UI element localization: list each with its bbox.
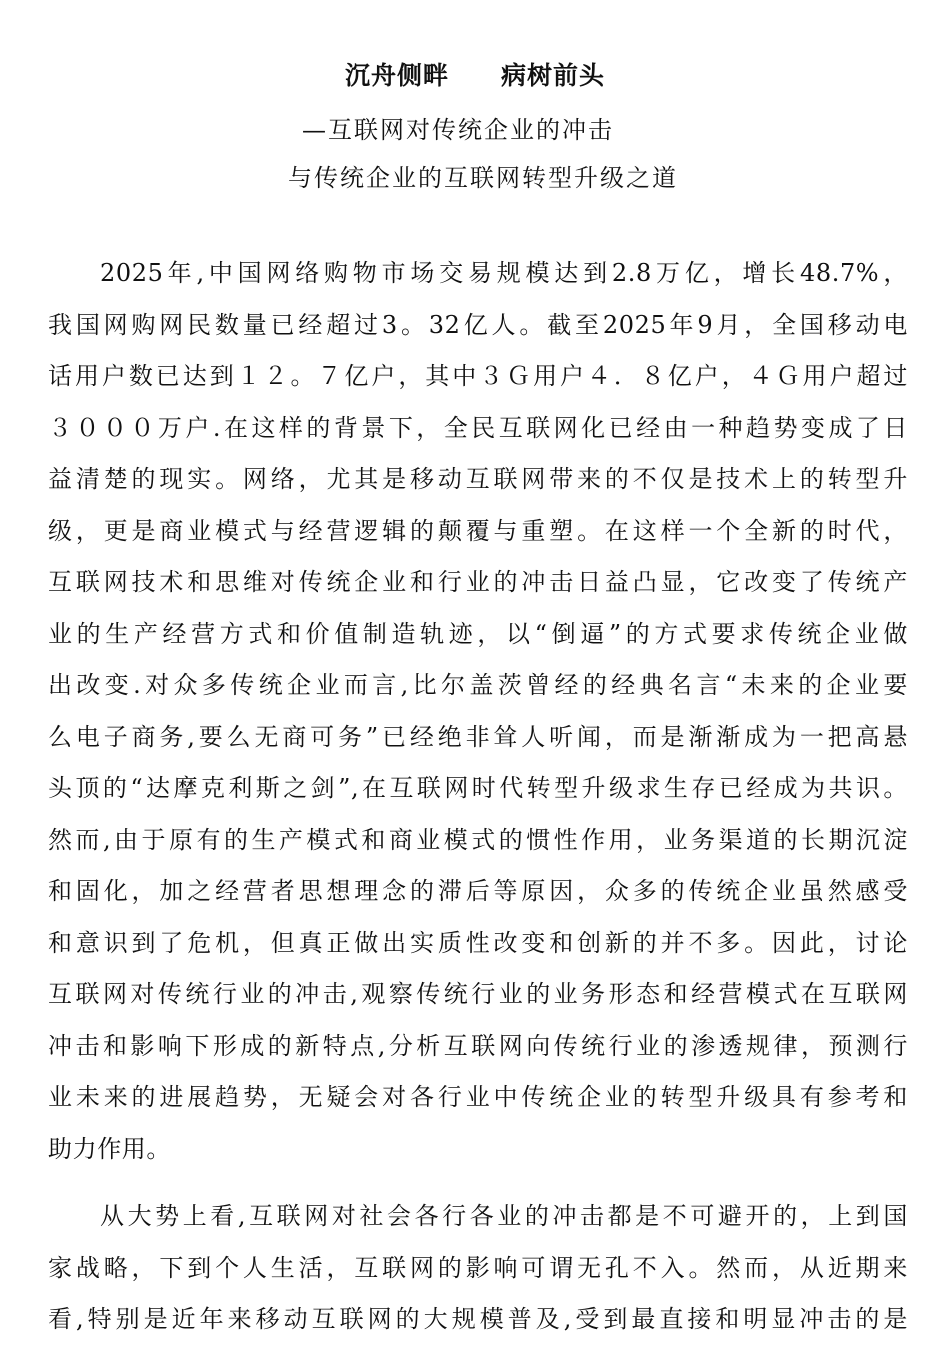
paragraph-line: 么电子商务,要么无商可务”已经绝非耸人听闻，而是渐渐成为一把高悬 xyxy=(48,722,908,751)
paragraph-line: ３０００万户.在这样的背景下，全民互联网化已经由一种趋势变成了日 xyxy=(48,413,908,442)
paragraph-line: 话用户数已达到１２。７亿户，其中３Ｇ用户４．８亿户，４Ｇ用户超过 xyxy=(48,362,908,390)
paragraph-line: 从大势上看,互联网对社会各行各业的冲击都是不可避开的，上到国 xyxy=(100,1202,908,1230)
paragraph-line: 头顶的“达摩克利斯之剑”,在互联网时代转型升级求生存已经成为共识。 xyxy=(48,774,908,802)
paragraph-line: 家战略，下到个人生活，互联网的影响可谓无孔不入。然而，从近期来 xyxy=(48,1253,908,1282)
paragraph-1 xyxy=(48,248,908,1175)
paragraph-line: 业未来的进展趋势，无疑会对各行业中传统企业的转型升级具有参考和 xyxy=(48,1083,908,1111)
paragraph-line: 和固化，加之经营者思想理念的滞后等原因，众多的传统企业虽然感受 xyxy=(48,877,908,905)
paragraph-line: 出改变.对众多传统企业而言,比尔盖茨曾经的经典名言“未来的企业要 xyxy=(48,671,908,699)
paragraph-line: 和意识到了危机，但真正做出实质性改变和创新的并不多。因此，讨论 xyxy=(48,928,908,957)
paragraph-line: 然而,由于原有的生产模式和商业模式的惯性作用，业务渠道的长期沉淀 xyxy=(48,825,908,854)
paragraph-line: 助力作用。 xyxy=(48,1134,171,1163)
document-subtitle-line-2: 与传统企业的互联网转型升级之道 xyxy=(288,164,678,192)
paragraph-line: 业的生产经营方式和价值制造轨迹，以“倒逼”的方式要求传统企业做 xyxy=(48,619,908,648)
paragraph-line: 级，更是商业模式与经营逻辑的颠覆与重塑。在这样一个全新的时代， xyxy=(48,516,908,545)
paragraph-line: 益清楚的现实。网络，尤其是移动互联网带来的不仅是技术上的转型升 xyxy=(48,465,908,493)
paragraph-line: 互联网对传统行业的冲击,观察传统行业的业务形态和经营模式在互联网 xyxy=(48,980,908,1008)
paragraph-2 xyxy=(48,1191,908,1346)
document-subtitle-line-1: —互联网对传统企业的冲击 xyxy=(302,116,614,144)
paragraph-line: 互联网技术和思维对传统企业和行业的冲击日益凸显，它改变了传统产 xyxy=(48,568,908,596)
paragraph-line: 2025年,中国网络购物市场交易规模达到2.8万亿，增长48.7%， xyxy=(100,259,908,287)
paragraph-line: 看,特别是近年来移动互联网的大规模普及,受到最直接和明显冲击的是 xyxy=(48,1305,908,1333)
paragraph-line: 冲击和影响下形成的新特点,分析互联网向传统行业的渗透规律，预测行 xyxy=(48,1031,908,1060)
paragraph-line: 我国网购网民数量已经超过3。32亿人。截至2025年9月，全国移动电 xyxy=(48,310,908,339)
document-body xyxy=(48,248,908,1362)
document-title: 沉舟侧畔 病树前头 xyxy=(344,61,605,90)
